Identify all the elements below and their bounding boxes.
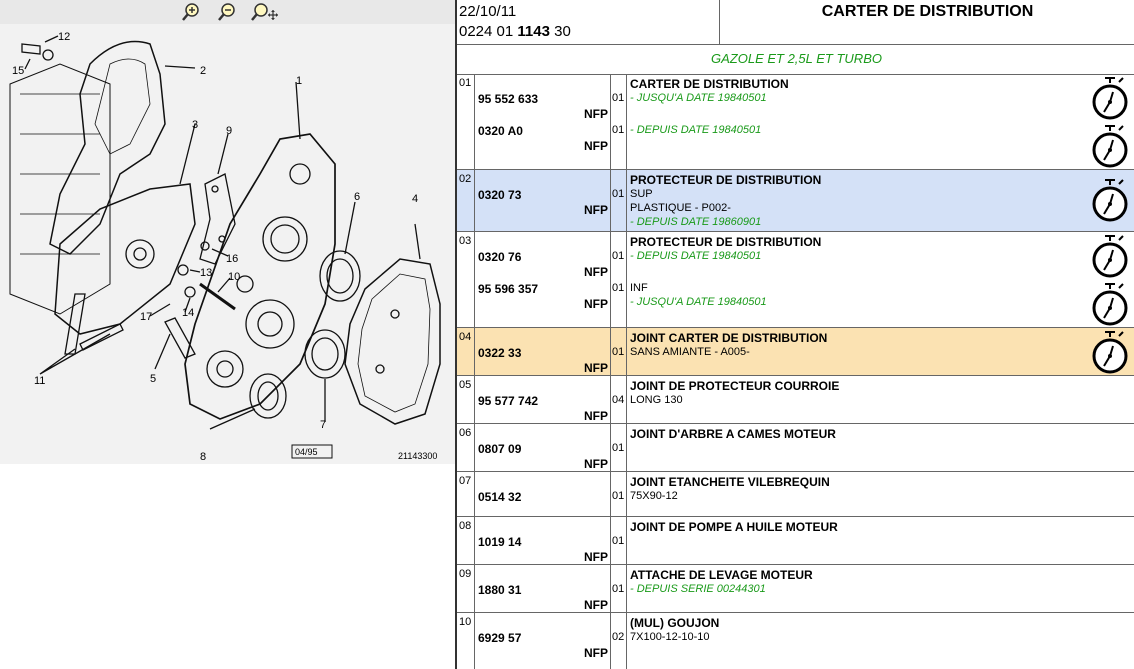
date-condition: - DEPUIS DATE 19840501: [630, 250, 762, 262]
date-condition: - JUSQU'A DATE 19840501: [630, 92, 767, 104]
diagram-callout-6[interactable]: 6: [354, 191, 361, 203]
part-reference[interactable]: 1019 14: [478, 535, 522, 549]
quantity-value: 01: [612, 490, 625, 502]
reference-cell: [475, 424, 611, 471]
part-reference[interactable]: 0320 73: [478, 188, 522, 202]
row-position: 01: [457, 74, 475, 169]
quantity-value: 01: [612, 188, 625, 200]
quantity-value: 04: [612, 394, 625, 406]
quantity-value: 01: [612, 442, 625, 454]
description-cell: [627, 74, 1134, 169]
stopwatch-icon[interactable]: [1090, 234, 1130, 278]
part-detail: PLASTIQUE - P002-: [630, 202, 731, 214]
quantity-cell: [611, 232, 627, 327]
table-row[interactable]: [457, 170, 1134, 232]
part-title: JOINT ETANCHEITE VILEBREQUIN: [630, 475, 830, 489]
diagram-panel: [0, 0, 455, 669]
part-reference[interactable]: 95 596 357: [478, 282, 539, 296]
table-row[interactable]: [457, 232, 1134, 328]
part-title: CARTER DE DISTRIBUTION: [630, 77, 789, 91]
row-position: 04: [457, 328, 475, 375]
part-detail: INF: [630, 282, 648, 294]
stopwatch-icon[interactable]: [1090, 124, 1130, 168]
quantity-value: 01: [612, 124, 625, 136]
part-title: (MUL) GOUJON: [630, 616, 720, 630]
part-title: ATTACHE DE LEVAGE MOTEUR: [630, 568, 813, 582]
part-reference[interactable]: 0322 33: [478, 346, 522, 360]
timing-case-drawing: [0, 24, 455, 464]
part-reference[interactable]: 1880 31: [478, 583, 522, 597]
part-reference[interactable]: 95 577 742: [478, 394, 539, 408]
quantity-value: 02: [612, 631, 625, 643]
part-reference[interactable]: 6929 57: [478, 631, 522, 645]
diagram-callout-13[interactable]: 13: [200, 267, 213, 279]
part-title: JOINT DE PROTECTEUR COURROIE: [630, 379, 840, 393]
part-detail: LONG 130: [630, 394, 683, 406]
nfp-label: NFP: [584, 646, 608, 660]
quantity-cell: [611, 472, 627, 516]
ref-suffix: 30: [554, 23, 571, 40]
row-position: 05: [457, 376, 475, 423]
description-cell: [627, 424, 1134, 471]
quantity-value: 01: [612, 282, 625, 294]
exploded-view-diagram: [0, 24, 455, 464]
part-title: JOINT CARTER DE DISTRIBUTION: [630, 331, 828, 345]
stopwatch-icon[interactable]: [1090, 178, 1130, 222]
header-reference: [459, 23, 571, 40]
zoom-pan-icon[interactable]: [250, 2, 280, 22]
quantity-cell: [611, 376, 627, 423]
diagram-date-box: 04/95: [295, 447, 318, 457]
header-date: 22/10/11: [459, 3, 517, 20]
diagram-drawing-number: 21143300: [398, 451, 438, 461]
diagram-callout-3[interactable]: 3: [192, 119, 199, 131]
diagram-callout-4[interactable]: 4: [412, 193, 419, 205]
table-row[interactable]: [457, 565, 1134, 613]
diagram-callout-2[interactable]: 2: [200, 65, 207, 77]
ref-bold: 1143: [517, 23, 550, 40]
reference-cell: [475, 232, 611, 327]
quantity-value: 01: [612, 250, 625, 262]
reference-cell: [475, 613, 611, 669]
zoom-out-icon[interactable]: [216, 2, 238, 22]
reference-cell: [475, 328, 611, 375]
diagram-callout-17[interactable]: 17: [140, 311, 153, 323]
description-cell: [627, 517, 1134, 564]
part-title: JOINT DE POMPE A HUILE MOTEUR: [630, 520, 838, 534]
diagram-callout-14[interactable]: 14: [182, 307, 195, 319]
nfp-label: NFP: [584, 598, 608, 612]
row-position: 08: [457, 517, 475, 564]
table-row[interactable]: [457, 424, 1134, 472]
diagram-callout-1[interactable]: 1: [296, 75, 303, 87]
page-title: CARTER DE DISTRIBUTION: [821, 3, 1034, 20]
zoom-toolbar: [0, 0, 455, 24]
part-title: JOINT D'ARBRE A CAMES MOTEUR: [630, 427, 836, 441]
reference-cell: [475, 472, 611, 516]
zoom-in-icon[interactable]: [180, 2, 202, 22]
part-detail: SANS AMIANTE - A005-: [630, 346, 750, 358]
reference-cell: [475, 170, 611, 231]
description-cell: [627, 565, 1134, 612]
date-condition: - DEPUIS DATE 19860901: [630, 216, 762, 228]
parts-list-panel: [455, 0, 1134, 669]
nfp-label: NFP: [584, 550, 608, 564]
stopwatch-icon[interactable]: [1090, 76, 1130, 120]
diagram-callout-11[interactable]: 11: [34, 375, 46, 387]
description-cell: [627, 472, 1134, 516]
quantity-value: 01: [612, 92, 625, 104]
quantity-cell: [611, 328, 627, 375]
description-cell: [627, 613, 1134, 669]
reference-cell: [475, 74, 611, 169]
header-info: [457, 0, 720, 44]
nfp-label: NFP: [584, 107, 608, 121]
quantity-value: 01: [612, 346, 625, 358]
nfp-label: NFP: [584, 265, 608, 279]
page-header: [457, 0, 1134, 45]
stopwatch-icon[interactable]: [1090, 330, 1130, 374]
stopwatch-icon[interactable]: [1090, 282, 1130, 326]
diagram-callout-7[interactable]: 7: [320, 419, 327, 431]
quantity-cell: [611, 170, 627, 231]
description-cell: [627, 170, 1134, 231]
engine-variant: GAZOLE ET 2,5L ET TURBO: [457, 44, 1134, 75]
part-detail: SUP: [630, 188, 653, 200]
part-reference[interactable]: 0320 76: [478, 250, 522, 264]
part-reference[interactable]: 0320 A0: [478, 124, 523, 138]
reference-cell: [475, 517, 611, 564]
quantity-value: 01: [612, 535, 625, 547]
nfp-label: NFP: [584, 139, 608, 153]
part-detail: 75X90-12: [630, 490, 678, 502]
nfp-label: NFP: [584, 361, 608, 375]
quantity-cell: [611, 613, 627, 669]
table-row[interactable]: [457, 517, 1134, 565]
nfp-label: NFP: [584, 297, 608, 311]
row-position: 10: [457, 613, 475, 669]
part-detail: 7X100-12-10-10: [630, 631, 710, 643]
quantity-cell: [611, 517, 627, 564]
diagram-callout-15[interactable]: 15: [12, 65, 25, 77]
date-condition: - JUSQU'A DATE 19840501: [630, 296, 767, 308]
part-reference[interactable]: 95 552 633: [478, 92, 539, 106]
quantity-cell: [611, 565, 627, 612]
nfp-label: NFP: [584, 203, 608, 217]
diagram-callout-9[interactable]: 9: [226, 125, 233, 137]
table-row[interactable]: [457, 472, 1134, 517]
diagram-callout-8[interactable]: 8: [200, 451, 207, 463]
table-row[interactable]: [457, 613, 1134, 669]
description-cell: [627, 232, 1134, 327]
part-title: PROTECTEUR DE DISTRIBUTION: [630, 235, 822, 249]
quantity-cell: [611, 74, 627, 169]
diagram-callout-12[interactable]: 12: [58, 31, 71, 43]
reference-cell: [475, 565, 611, 612]
quantity-value: 01: [612, 583, 625, 595]
quantity-cell: [611, 424, 627, 471]
diagram-callout-16[interactable]: 16: [226, 253, 239, 265]
row-position: 07: [457, 472, 475, 516]
part-title: PROTECTEUR DE DISTRIBUTION: [630, 173, 822, 187]
parts-table: [457, 74, 1134, 669]
ref-prefix: 0224 01: [459, 23, 514, 40]
part-reference[interactable]: 0807 09: [478, 442, 522, 456]
row-position: 02: [457, 170, 475, 231]
part-reference[interactable]: 0514 32: [478, 490, 522, 504]
row-position: 09: [457, 565, 475, 612]
diagram-callout-10[interactable]: 10: [228, 271, 241, 283]
nfp-label: NFP: [584, 409, 608, 423]
description-cell: [627, 328, 1134, 375]
nfp-label: NFP: [584, 457, 608, 471]
table-row[interactable]: [457, 74, 1134, 170]
row-position: 03: [457, 232, 475, 327]
description-cell: [627, 376, 1134, 423]
row-position: 06: [457, 424, 475, 471]
date-condition: - DEPUIS DATE 19840501: [630, 124, 762, 136]
reference-cell: [475, 376, 611, 423]
table-row[interactable]: [457, 376, 1134, 424]
table-row[interactable]: [457, 328, 1134, 376]
date-condition: - DEPUIS SERIE 00244301: [630, 583, 766, 595]
diagram-callout-5[interactable]: 5: [150, 373, 157, 385]
